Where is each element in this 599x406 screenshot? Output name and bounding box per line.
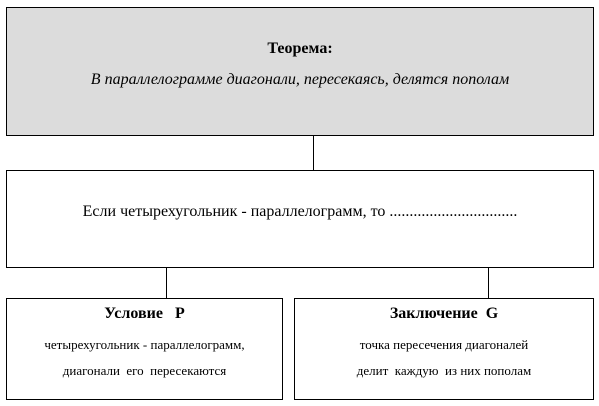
conclusion-title: Заключение G	[389, 305, 499, 322]
theorem-box	[6, 7, 594, 136]
condition-box	[6, 298, 283, 400]
conclusion-box	[294, 298, 594, 400]
theorem-title: Теорема:	[267, 40, 333, 57]
condition-title: Условие P	[104, 305, 185, 322]
conclusion-line-1: точка пересечения диагоналей	[359, 337, 529, 352]
condition-line-1: четырехугольник - параллелограмм,	[44, 337, 245, 352]
connector-statement-condition	[166, 268, 167, 298]
theorem-text: В параллелограмме диагонали, пересекаясь, делятся пополам	[90, 71, 510, 88]
conclusion-line-2: делит каждую из них пополам	[356, 363, 532, 378]
connector-theorem-statement	[313, 136, 314, 170]
condition-line-2: диагонали его пересекаются	[62, 363, 227, 378]
statement-box	[6, 170, 594, 268]
statement-text: Если четырехугольник - параллелограмм, то ................................	[82, 203, 518, 220]
connector-statement-conclusion	[488, 268, 489, 298]
